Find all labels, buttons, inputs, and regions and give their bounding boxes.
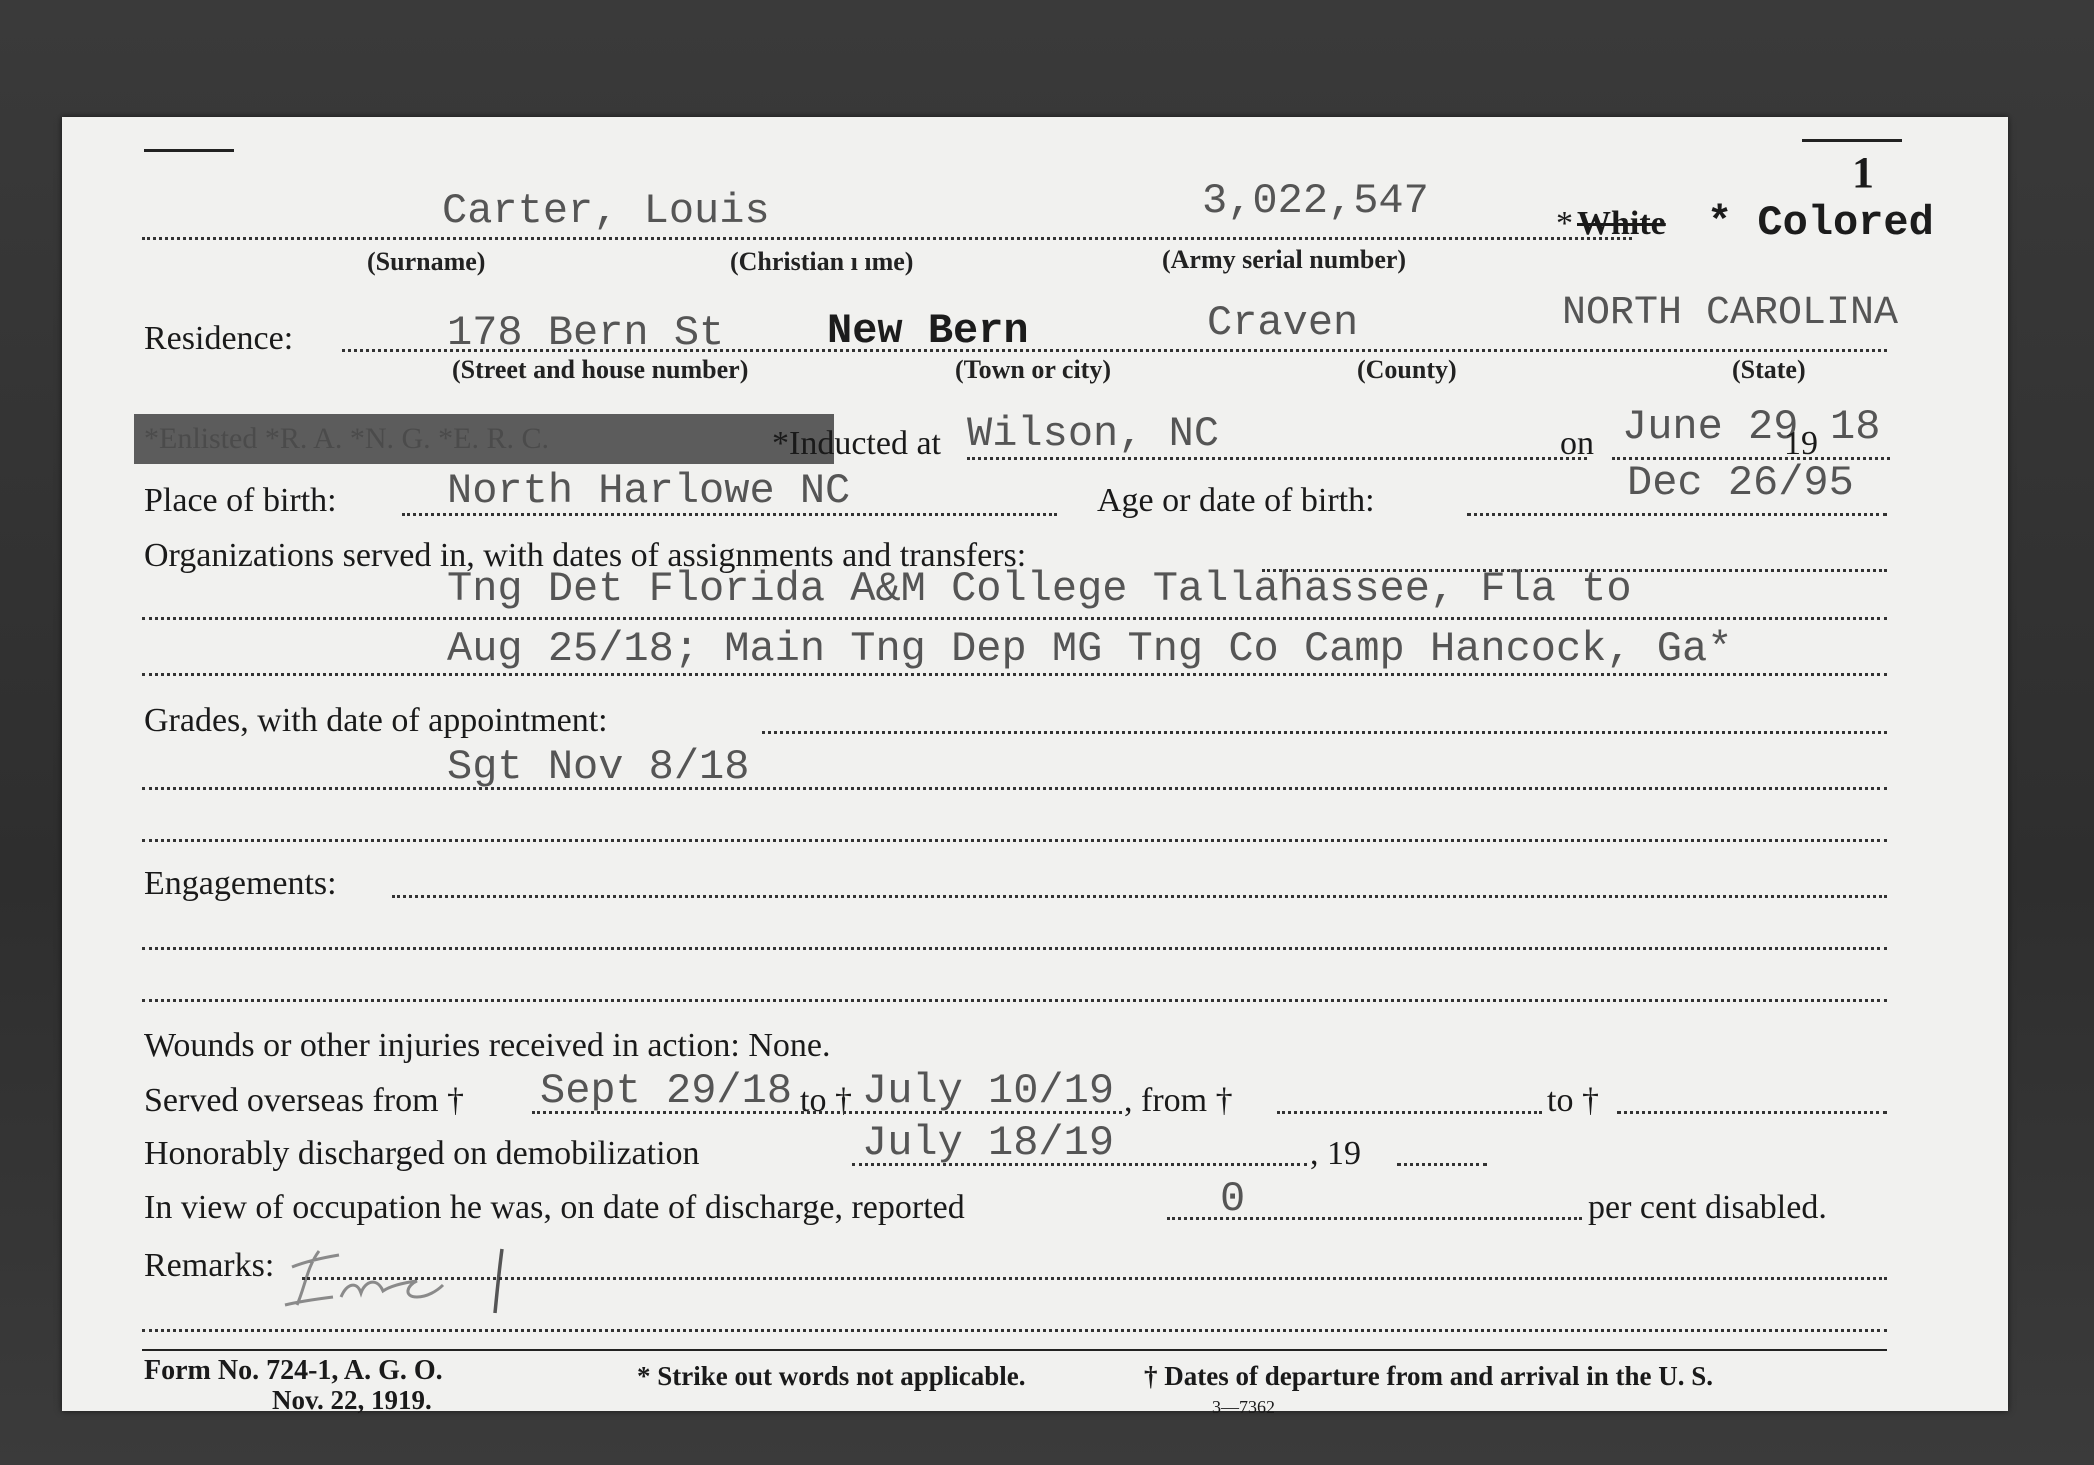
caption-state: (State)	[1732, 355, 1806, 384]
overseas-label: Served overseas from †	[144, 1082, 465, 1119]
discharge-year-line	[1397, 1163, 1487, 1166]
organizations-label: Organizations served in, with dates of assignments and transfers:	[144, 537, 1027, 574]
organizations-entry-1: Tng Det Florida A&M College Tallahassee, Fla to	[447, 565, 1632, 613]
residence-county: Craven	[1207, 299, 1359, 347]
birth-date: Dec 26/95	[1627, 459, 1854, 507]
residence-label: Residence:	[144, 320, 294, 357]
footnote-dates: † Dates of departure from and arrival in the U. S.	[1144, 1361, 1713, 1391]
serial-number: 3,022,547	[1202, 177, 1429, 225]
residence-town: New Bern	[827, 307, 1029, 355]
discharge-date-line	[852, 1163, 1307, 1166]
corner-mark-left	[144, 149, 234, 152]
inducted-date: June 29	[1622, 403, 1799, 451]
engagements-line-1	[142, 947, 1887, 950]
corner-mark-right	[1802, 139, 1902, 142]
inducted-year-prefix: 19	[1784, 425, 1818, 462]
inducted-label: *Inducted at	[772, 425, 941, 462]
grades-label: Grades, with date of appointment:	[144, 702, 608, 739]
form-number: Form No. 724-1, A. G. O.	[144, 1355, 443, 1386]
disability-value: 0	[1220, 1175, 1246, 1223]
overseas-from-line-2	[1277, 1111, 1542, 1114]
grades-line-2	[142, 839, 1887, 842]
caption-street: (Street and house number)	[452, 355, 749, 384]
inducted-place: Wilson, NC	[967, 410, 1220, 458]
engagements-line-2	[142, 999, 1887, 1002]
inducted-year: 18	[1830, 403, 1881, 451]
birth-date-line	[1467, 513, 1887, 516]
engagements-line-0	[392, 895, 1887, 898]
print-code: 3—7362	[1212, 1397, 1275, 1417]
residence-line	[342, 349, 1887, 352]
residence-street: 178 Bern St	[447, 309, 725, 357]
caption-serial-number: (Army serial number)	[1162, 245, 1407, 274]
caption-county: (County)	[1357, 355, 1457, 384]
overseas-to-label-2: to †	[1547, 1082, 1599, 1119]
residence-state: NORTH CAROLINA	[1562, 291, 1899, 336]
grades-line-0	[762, 731, 1887, 734]
organizations-line-2	[142, 673, 1887, 676]
soldier-name: Carter, Louis	[442, 187, 770, 235]
remarks-line-2	[142, 1329, 1887, 1332]
overseas-line-1	[532, 1111, 1122, 1114]
enlistment-type-redaction	[134, 414, 834, 464]
discharge-date: July 18/19	[862, 1119, 1115, 1167]
caption-town: (Town or city)	[955, 355, 1111, 384]
caption-christian-name: (Christian ı ıme)	[730, 247, 914, 276]
race-prefix: *	[1556, 205, 1573, 242]
grades-line-1	[142, 787, 1887, 790]
engagements-label: Engagements:	[144, 865, 337, 902]
overseas-to-line-2	[1617, 1111, 1887, 1114]
enlistment-type-text: *Enlisted *R. A. *N. G. *E. R. C.	[144, 422, 550, 455]
overseas-from-label-2: , from †	[1124, 1082, 1233, 1119]
caption-surname: (Surname)	[367, 247, 486, 276]
footnote-strike: * Strike out words not applicable.	[637, 1361, 1026, 1391]
organizations-entry-2: Aug 25/18; Main Tng Dep MG Tng Co Camp Hancock, Ga*	[447, 625, 1733, 673]
overseas-to-date: July 10/19	[862, 1067, 1115, 1115]
race-white-struck: White	[1577, 205, 1666, 242]
remarks-handwriting	[277, 1227, 607, 1317]
inducted-on-label: on	[1560, 425, 1594, 462]
birth-place-label: Place of birth:	[144, 482, 337, 519]
card-number: 1	[1852, 148, 1874, 197]
age-label: Age or date of birth:	[1097, 482, 1375, 519]
form-date: Nov. 22, 1919.	[272, 1385, 432, 1415]
overseas-from-date: Sept 29/18	[540, 1067, 793, 1115]
service-record-card	[62, 117, 2008, 1417]
footer-rule	[142, 1349, 1887, 1351]
disability-line	[1167, 1217, 1582, 1220]
remarks-line-1	[302, 1277, 1887, 1280]
remarks-label: Remarks:	[144, 1247, 275, 1284]
birth-place-line	[402, 513, 1057, 516]
inducted-line	[967, 457, 1587, 460]
discharge-label: Honorably discharged on demobilization	[144, 1135, 700, 1172]
race-colored: * Colored	[1707, 199, 1934, 247]
organizations-line-1	[142, 617, 1887, 620]
disability-suffix: per cent disabled.	[1588, 1189, 1827, 1226]
disability-label: In view of occupation he was, on date of discharge, reported	[144, 1189, 965, 1226]
birth-place: North Harlowe NC	[447, 467, 851, 515]
overseas-to-label: to †	[800, 1082, 852, 1119]
grade-entry-1: Sgt Nov 8/18	[447, 743, 750, 791]
wounds-label: Wounds or other injuries received in action: None.	[144, 1027, 831, 1064]
discharge-year-label: , 19	[1310, 1135, 1361, 1172]
name-line	[142, 237, 1632, 240]
